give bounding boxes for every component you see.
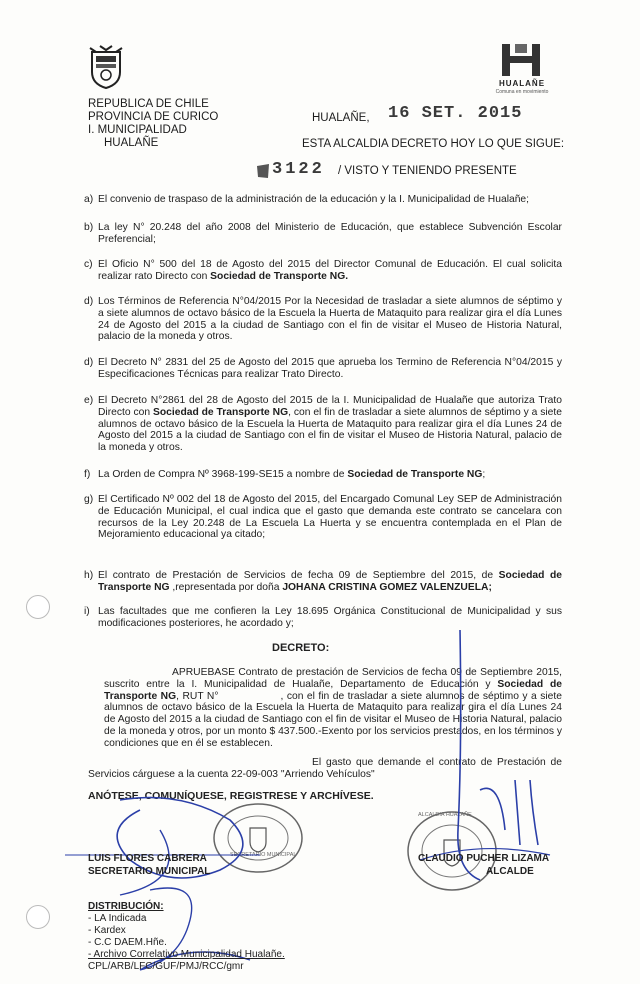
item-text: La ley N° 20.248 del año 2008 del Ministerio de Educación, que establece Subvención Escolar Preferencial;: [98, 222, 562, 245]
item-label: e): [84, 395, 94, 406]
item-label: d): [84, 296, 94, 307]
hualane-logo-icon: [498, 42, 544, 78]
company-name: Sociedad de Transporte NG.: [210, 270, 349, 282]
mayor-name: CLAUDIO PUCHER LIZAMA: [418, 853, 550, 864]
item-text: El contrato de Prestación de Servicios de fecha 09 de Septiembre del 2015, de: [98, 570, 499, 581]
item-b: [84, 222, 562, 246]
item-i: [84, 606, 562, 630]
item-text: Los Términos de Referencia N°04/2015 Por la Necesidad de trasladar a siete alumnos de séptimo y a siete alumnos de octavo básico de la Escuela la Huerta de Mataquito para realizar gira el día Lunes 24 de Agosto del 2015 a la ciudad de Santiago con el fin de visitar el Museo de Historia Natural, palacio de la moneda y otros.: [98, 296, 562, 343]
visto-line: / VISTO Y TENIENDO PRESENTE: [338, 165, 517, 177]
item-text-tail: ;: [482, 469, 486, 480]
coat-of-arms-icon: [86, 44, 126, 90]
mayor-seal-text: ALCALDIA HUALAÑE: [418, 812, 472, 818]
item-text: El convenio de traspaso de la administración de la educación y la I. Municipalidad de Hualañe;: [98, 194, 530, 205]
secretary-title: SECRETARIO MUNICIPAL: [88, 866, 211, 877]
distribution-item: - C.C DAEM.Hñe.: [88, 937, 167, 948]
distribution-item: - Kardex: [88, 925, 126, 936]
place-label: HUALAÑE,: [312, 112, 370, 124]
punch-hole: [26, 595, 50, 619]
signature-mayor-icon: [420, 630, 560, 890]
distribution-initials: CPL/ARB/LFC/GUF/PMJ/RCC/gmr: [88, 961, 244, 972]
item-e: [84, 395, 562, 454]
punch-hole: [26, 905, 50, 929]
company-name: Sociedad de Transporte NG: [347, 469, 483, 480]
rut-label: , RUT N°: [176, 690, 219, 702]
item-a: [84, 194, 562, 206]
municipality-line: I. MUNICIPALIDAD: [88, 124, 187, 136]
item-text: El Certificado Nº 002 del 18 de Agosto del 2015, del Encargado Comunal Ley SEP de Administración de Educación Municipal, el cual indica que el gasto que demanda este contrato se cancelara con recursos de la Ley 20.248 de La Escuela La Huerta y se encuentra contemplada en el Plan de Mejoramiento educacional ya citado;: [98, 494, 562, 541]
logo-name: HUALAÑE: [498, 79, 546, 88]
item-g: [84, 494, 562, 541]
stamp-mark-icon: [255, 162, 271, 180]
town-line: HUALAÑE: [104, 137, 159, 149]
province-line: PROVINCIA DE CURICO: [88, 111, 219, 123]
item-label: g): [84, 494, 94, 505]
company-name: Sociedad de Transporte NG: [104, 678, 562, 702]
item-label: i): [84, 606, 90, 617]
item-text: El Decreto N°2861 del 28 de Agosto del 2015 de la I. Municipalidad de Hualañe que autoriza Trato Directo con: [98, 395, 562, 418]
item-label: a): [84, 194, 94, 205]
company-name: Sociedad de Transporte NG: [152, 406, 289, 418]
republic-line: REPUBLICA DE CHILE: [88, 98, 209, 110]
item-label: h): [84, 570, 94, 581]
company-name: Sociedad de Transporte NG: [98, 570, 563, 593]
item-label: f): [84, 469, 91, 480]
date-stamp: 16 SET. 2015: [388, 104, 523, 123]
item-label: c): [84, 259, 93, 270]
item-text: Las facultades que me confieren la Ley 18.695 Orgánica Constitucional de Municipalidad y sus modificaciones posteriores, he acordado y;: [98, 606, 562, 629]
decreto-text: APRUEBASE Contrato de prestación de Servicios de fecha 09 de Septiembre 2015, suscrito entre la I. Municipalidad de Hualañe, Departamento de Educación y: [104, 667, 562, 690]
distribution-item: - Archivo Correlativo Municipalidad Hualañe.: [88, 949, 285, 960]
decreto-paragraph-2: El gasto que demande el contrato de Prestación de Servicios cárguese a la cuenta 22-09-003 "Arriendo Vehículos": [88, 757, 562, 780]
distribution-item: - LA Indicada: [88, 913, 147, 924]
closing-formula: ANÓTESE, COMUNÍQUESE, REGISTRESE Y ARCHÍVESE.: [88, 790, 374, 802]
representative-name: JOHANA CRISTINA GOMEZ VALENZUELA;: [282, 581, 492, 593]
decreto-heading: DECRETO:: [272, 642, 330, 654]
item-text: El Decreto N° 2831 del 25 de Agosto del 2015 que aprueba los Termino de Referencia N°04/2015 y Especificaciones Técnicas para realizar Trato Directo.: [98, 357, 562, 380]
secretary-name: LUIS FLORES CABRERA: [88, 853, 207, 864]
decree-number: 3122: [272, 160, 325, 179]
decreto-text-tail: , con el fin de trasladar a siete alumnos de séptimo y a siete alumnos de octavo básico de la Escuela la Huerta de Mataquito para realizar gira el día Lunes 24 de Agosto del 2015 a la ciudad de Santiago con el fin de visitar el Museo de Historia Natural, palacio de la moneda y otros, por un monto $ 437.500.-Exento por los servicios prestados, en los términos y condiciones que en él se establecen.: [104, 690, 562, 749]
item-c: [84, 259, 562, 283]
item-text: La Orden de Compra Nº 3968-199-SE15 a nombre de: [98, 469, 348, 480]
mayor-title: ALCALDE: [486, 866, 534, 877]
item-d: [84, 296, 562, 343]
item-text-tail: , con el fin de trasladar a siete alumnos de séptimo y a siete alumnos de octavo básico de la Escuela la Huerta de Mataquito para realizar gira el día Lunes 24 de Agosto del 2015 a la ciudad de Santiago con el fin de visitar el Museo de Historia Natural, palacio de la moneda y otros.: [98, 406, 562, 454]
logo-tagline: Comuna en movimiento: [495, 89, 549, 95]
item-d2: [84, 357, 562, 381]
item-h: [84, 570, 562, 594]
item-label: d): [84, 357, 94, 368]
distribution-heading: DISTRIBUCIÓN:: [88, 901, 164, 912]
declaration-line: ESTA ALCALDIA DECRETO HOY LO QUE SIGUE:: [302, 138, 565, 150]
item-label: b): [84, 222, 94, 233]
secretary-seal-text: SECRETARIO MUNICIPAL: [230, 852, 297, 858]
item-text: El Oficio N° 500 del 18 de Agosto del 2015 del Director Comunal de Educación. El cual solicita realizar rato Directo con: [98, 259, 562, 282]
item-f: [84, 469, 562, 481]
item-text-mid: ,representada por doña: [169, 581, 283, 593]
